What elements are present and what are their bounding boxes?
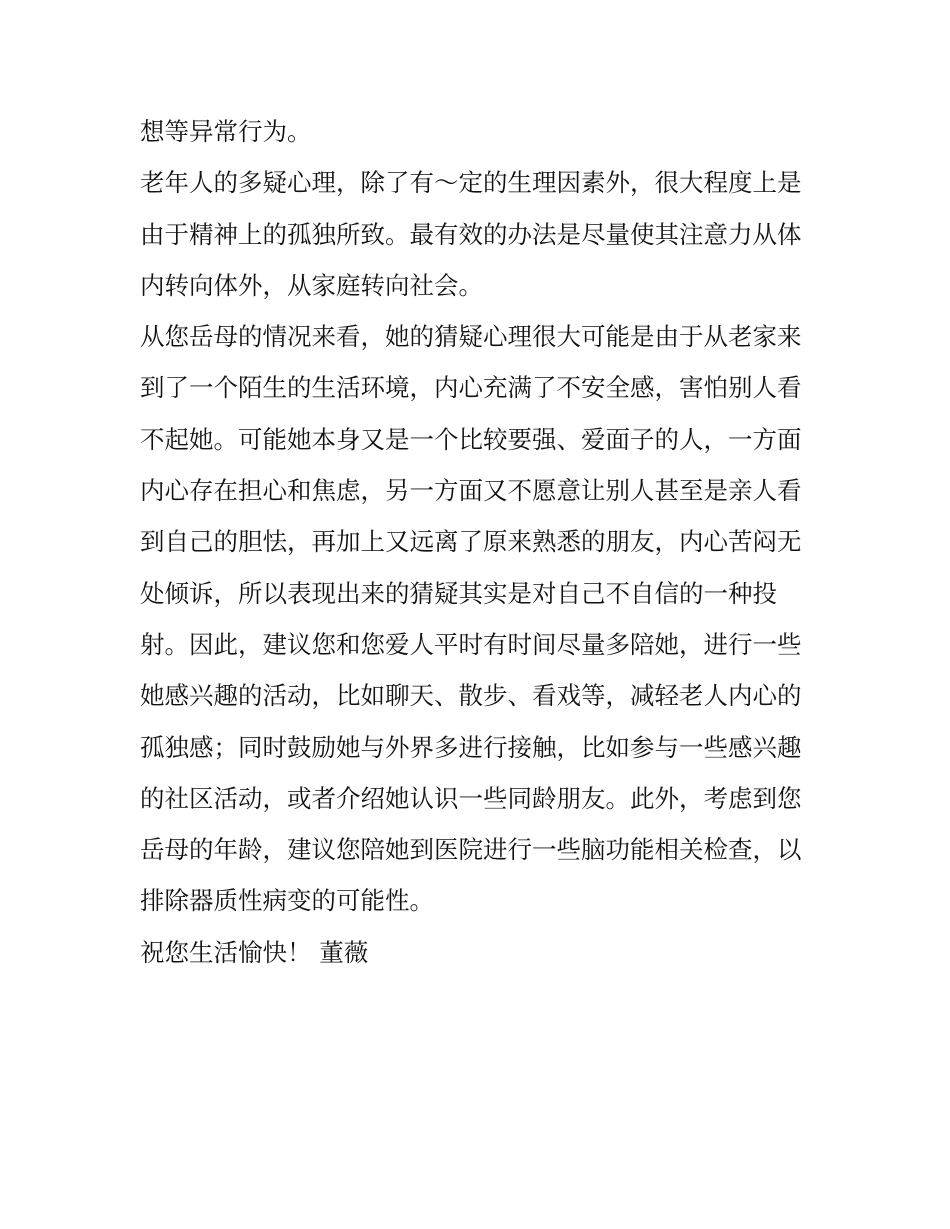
signature-line: 祝您生活愉快！ 董薇 [140,937,369,967]
text-line: 射。因此，建议您和您爱人平时有时间尽量多陪她，进行一些 [140,629,802,659]
text-line: 由于精神上的孤独所致。最有效的办法是尽量使其注意力从体 [140,219,802,249]
text-line: 内转向体外，从家庭转向社会。 [140,270,483,300]
text-line: 老年人的多疑心理，除了有～定的生理因素外，很大程度上是 [140,168,802,198]
text-line: 的社区活动，或者介绍她认识一些同龄朋友。此外，考虑到您 [140,783,802,813]
text-line: 到自己的胆怯，再加上又远离了原来熟悉的朋友，内心苦闷无 [140,527,802,557]
document-body [140,106,830,978]
text-line: 内心存在担心和焦虑，另一方面又不愿意让别人甚至是亲人看 [140,476,802,506]
text-line: 不起她。可能她本身又是一个比较要强、爱面子的人，一方面 [140,424,802,454]
text-line: 处倾诉，所以表现出来的猜疑其实是对自己不自信的一种投 [140,578,777,608]
text-line: 到了一个陌生的生活环境，内心充满了不安全感，害怕别人看 [140,373,802,403]
text-line: 从您岳母的情况来看，她的猜疑心理很大可能是由于从老家来 [140,322,802,352]
text-line: 孤独感；同时鼓励她与外界多进行接触，比如参与一些感兴趣 [140,732,802,762]
text-line: 排除器质性病变的可能性。 [140,886,434,916]
text-line: 岳母的年龄，建议您陪她到医院进行一些脑功能相关检查，以 [140,835,802,865]
text-line: 她感兴趣的活动，比如聊天、散步、看戏等，减轻老人内心的 [140,681,802,711]
text-line: 想等异常行为。 [140,117,312,146]
